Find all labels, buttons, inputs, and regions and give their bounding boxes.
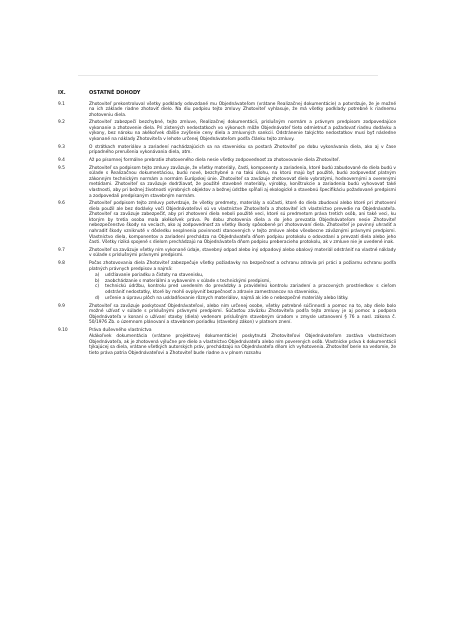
clause [58,158,396,164]
clause [58,304,396,326]
clause-number: 9.2 [58,120,65,126]
clause-text: Počas zhotovovania diela Zhotoviteľ zabezpečuje všetky požiadavky na bezpečnosť a ochranu zdravia pri práci a požiarnu ochranu podľa platných právnych predpisov a najmä: [89,261,396,272]
subitem-text: udržiavanie poriadku a čistoty na stavenisku, [105,272,204,278]
clause-number: 9.6 [58,201,65,207]
clause [58,145,396,156]
subitem-letter: c) [95,284,100,290]
header-rule [78,75,378,76]
clause-text: Zhotoviteľ sa zaväzuje všetky ním vykonané údaje, stavebný odpad alebo iný odpadový alebo obalový materiál odstrániť na vlastné náklady v súlade s príslušnými právnymi predpismi. [89,247,396,259]
clause-number: 9.4 [58,158,65,164]
clause [58,261,396,301]
clause-body [89,248,396,259]
clause [58,328,396,356]
clause-text: Až po písomnej formálne prebratie zhotoveného diela nesie všetky zodpovednosť za zhotovovanie diela Zhotoviteľ. [89,158,341,164]
subitem-text: určenie a úpravu plôch na uskladňovanie rôznych materiálov, najmä ak ide o nebezpečné materiály alebo látky. [105,295,349,301]
clause-text: Zhotoviteľ prekontroluval všetky podklady odovzdané mu Objednávateľom (vrátane Realizačnej dokumentácie) a potvrdzuje, že je možné na ich základe riadne zhotoviť dielo. Na diu podpisu tejto zmluvy Zhotoviteľ vyhlasuje, že má všetky podklady potrebné k riadnemu zhotoveniu diela. [89,101,396,118]
clause-text: Zhotoviteľ zabezpečí bezchybné, tejto zmluve, Realizačnej dokumentácii, príslušným normám a právnym predpisom zodpovedajúce vykonanie a zhotovenie diela. Pri zistených nedostatkoch vo výkonoch môže Objednávateľ tieto odmietnuť a požadovať riadnu dodávku a výkony, bez nároku na akékoľvek ďalšie zvýšenie ceny diela a zmluvných sankcií. Odstránenie takýchto nedostatkov musí byť následne vykonané na náklady Zhotoviteľa v lehote určenej Objednávateľom podľa článku tejto zmluvy. [89,120,396,143]
subitem-letter: d) [95,295,100,301]
clause-number: 9.9 [58,303,65,309]
clause [58,102,396,119]
clause [58,201,396,245]
subitem-letter: b) [95,278,100,284]
subitem-text: technickú údržbu, kontrolu pred uvedením do prevádzky a pravidelnú kontrolu zariadení a pracovných prostriedkov s cieľom odstrániť nedostatky, ktoré by mohli ovplyvniť bezpečnosť a zdravie zamestnancov na stavenisku, [105,284,396,295]
clause-number: 9.1 [58,101,65,107]
clause-body [89,304,396,326]
clause-text: Práva duševného vlastníctva [89,328,152,334]
section-number: IX. [58,90,66,96]
clause-body [89,102,396,119]
clause-body [89,328,396,356]
section-title: OSTATNÉ DOHODY [89,90,141,96]
clause-text: O strátkach materiálov a zariadení nachádzajúcich sa na stavenisku sa postará Zhotoviteľ po dobu vykonávania diela, ako aj v čase prípadného prerušenia vykonávania diela, atm. [89,144,396,156]
subitem-text: Akákoľvek dokumentácia (vrátane projektovej dokumentácie) poskytnutá Zhotoviteľovi Objednávateľom zostáva vlastníctvom Objednávateľa, ak je zhotovená výlučne pre dielo a vlastníctvo Objednávateľa alebo ním poverených osôb. Vlastnícke práva k dokumentácii týkajúcej sa diela, vrátane všetkých autorských práv, prechádzajú na Objednávateľa dňom ich vyhotovenia. Zhotoviteľ berie na vedomie, že tieto práva patria Objednávateľovi a Zhotoviteľ bude riadne a v plnom rozsahu [89,333,396,356]
clause-number: 9.7 [58,247,65,253]
clause-subitem [89,296,396,302]
clause [58,166,396,199]
clause-subitem [89,273,396,279]
document-body [58,91,396,358]
clause-number: 9.10 [58,328,68,334]
clause-subitem [89,334,396,356]
clause-body [89,145,396,156]
clause-subitem [89,284,396,295]
subitem-text: zaobchádzanie s materiálmi a vybavením v súlade s technickými predpismi, [105,278,271,284]
clause-text: Zhotoviteľ sa podpisom tejto zmluvy zaväzuje, že všetky materiály, časti, komponenty a zariadenia, ktoré budú zabudované do diela budú v súlade s Realizačnou dokumentáciou, budú nové, bezchybné a na takú úlohu, na ktorú majú byť použité, budú zodpovedať platným zákonným technickým normám a normám Európskej únie. Zhotoviteľ sa zaväzuje zhotovovať dielo vybratými, hodnovernými a overenými metódami. Zhotoviteľ sa zaväzuje dodržiavať, že použité stavebné materiály, výrobky, konštrukcie a zariadenia budú vyhovovať také vlastnosti, aby pri bežnej životnosti výrobných objektov a bežnej údržbe spĺňali aj ekologické a stavebnú špecifikáciu požadované predpismi a zodpovedali predpísaným stavebným normám. [89,165,396,199]
clause-body [89,261,396,301]
clause-number: 9.5 [58,165,65,171]
clause-text: Zhotoviteľ podpisom tejto zmluvy potvrdzuje, že všetky predmety, materiály a súčasti, ktoré do diela zbudovaí alebo ktoré pri zhotovení diela použil ale bez dodávky voči Objednávateľovi sú vo vlastníctve Zhotoviteľa a zhotoviteľ ich vlastníctvo prevedie na Objednávateľa. Zhotoviteľ sa zaväzuje zabezpečiť, aby pri zhotovení diela neboli použité veci, ktoré sú predmetom práva tretích osôb, ani také veci, ku ktorým by tretia osoba mala akékoľvek práva. Po dobu zhotovenia diela a do jeho prevzatia Objednávateľom nesie Zhotoviteľ nebezpečenstvo škody na veciach, ako aj zodpovednosť za všetky škody spôsobené pri zhotovovaní diela. Zhotoviteľ je povinný uhradiť a nahradiť škody vzniknuté v dôsledku nesplnenia povinností stanovených v tejto zmluve alebo všeobecne záväznými právnymi predpismi. Vlastníctvo diela, komponentov a zariadení prechádza na Objednávateľa dňom podpisu protokolu o odovzdaní a prevzatí diela alebo jeho časti. Všetky riziká spojené s dielom prechádzajú na Objednávateľa dňom podpisu preberacieho protokolu, ak v zmluve nie je uvedené inak. [89,201,396,246]
clause-body [89,201,396,245]
clause [58,120,396,142]
clause-number: 9.8 [58,261,65,267]
clause-body [89,166,396,199]
clause [58,248,396,259]
subitem-letter: a) [95,272,100,278]
clause-body [89,158,396,164]
clause-text: Zhotoviteľ sa zaväzuje poskytovať Objednávateľovi, alebo ním určenej osobe, všetky potrebné súčinnosti a pomoc na to, aby dielo bolo možné užívať v súlade s príslušnými právnymi predpismi. Súčasťou záväzku Zhotoviteľa podľa tejto zmluvy je aj pomoc a podpora Objednávateľa v konaní o užívaní stavby (diela) vedenom príslušným stavebným úradom v zmysle ustanovení § 76 a nasl. zákona č. 50/1976 Zb. o územnom plánovaní a stavebnom poriadku (stavebný zákon) v platnom znení. [89,303,396,326]
clause-number: 9.3 [58,144,65,150]
section-heading [58,91,396,97]
clause-body [89,120,396,142]
clause-list [58,102,396,357]
